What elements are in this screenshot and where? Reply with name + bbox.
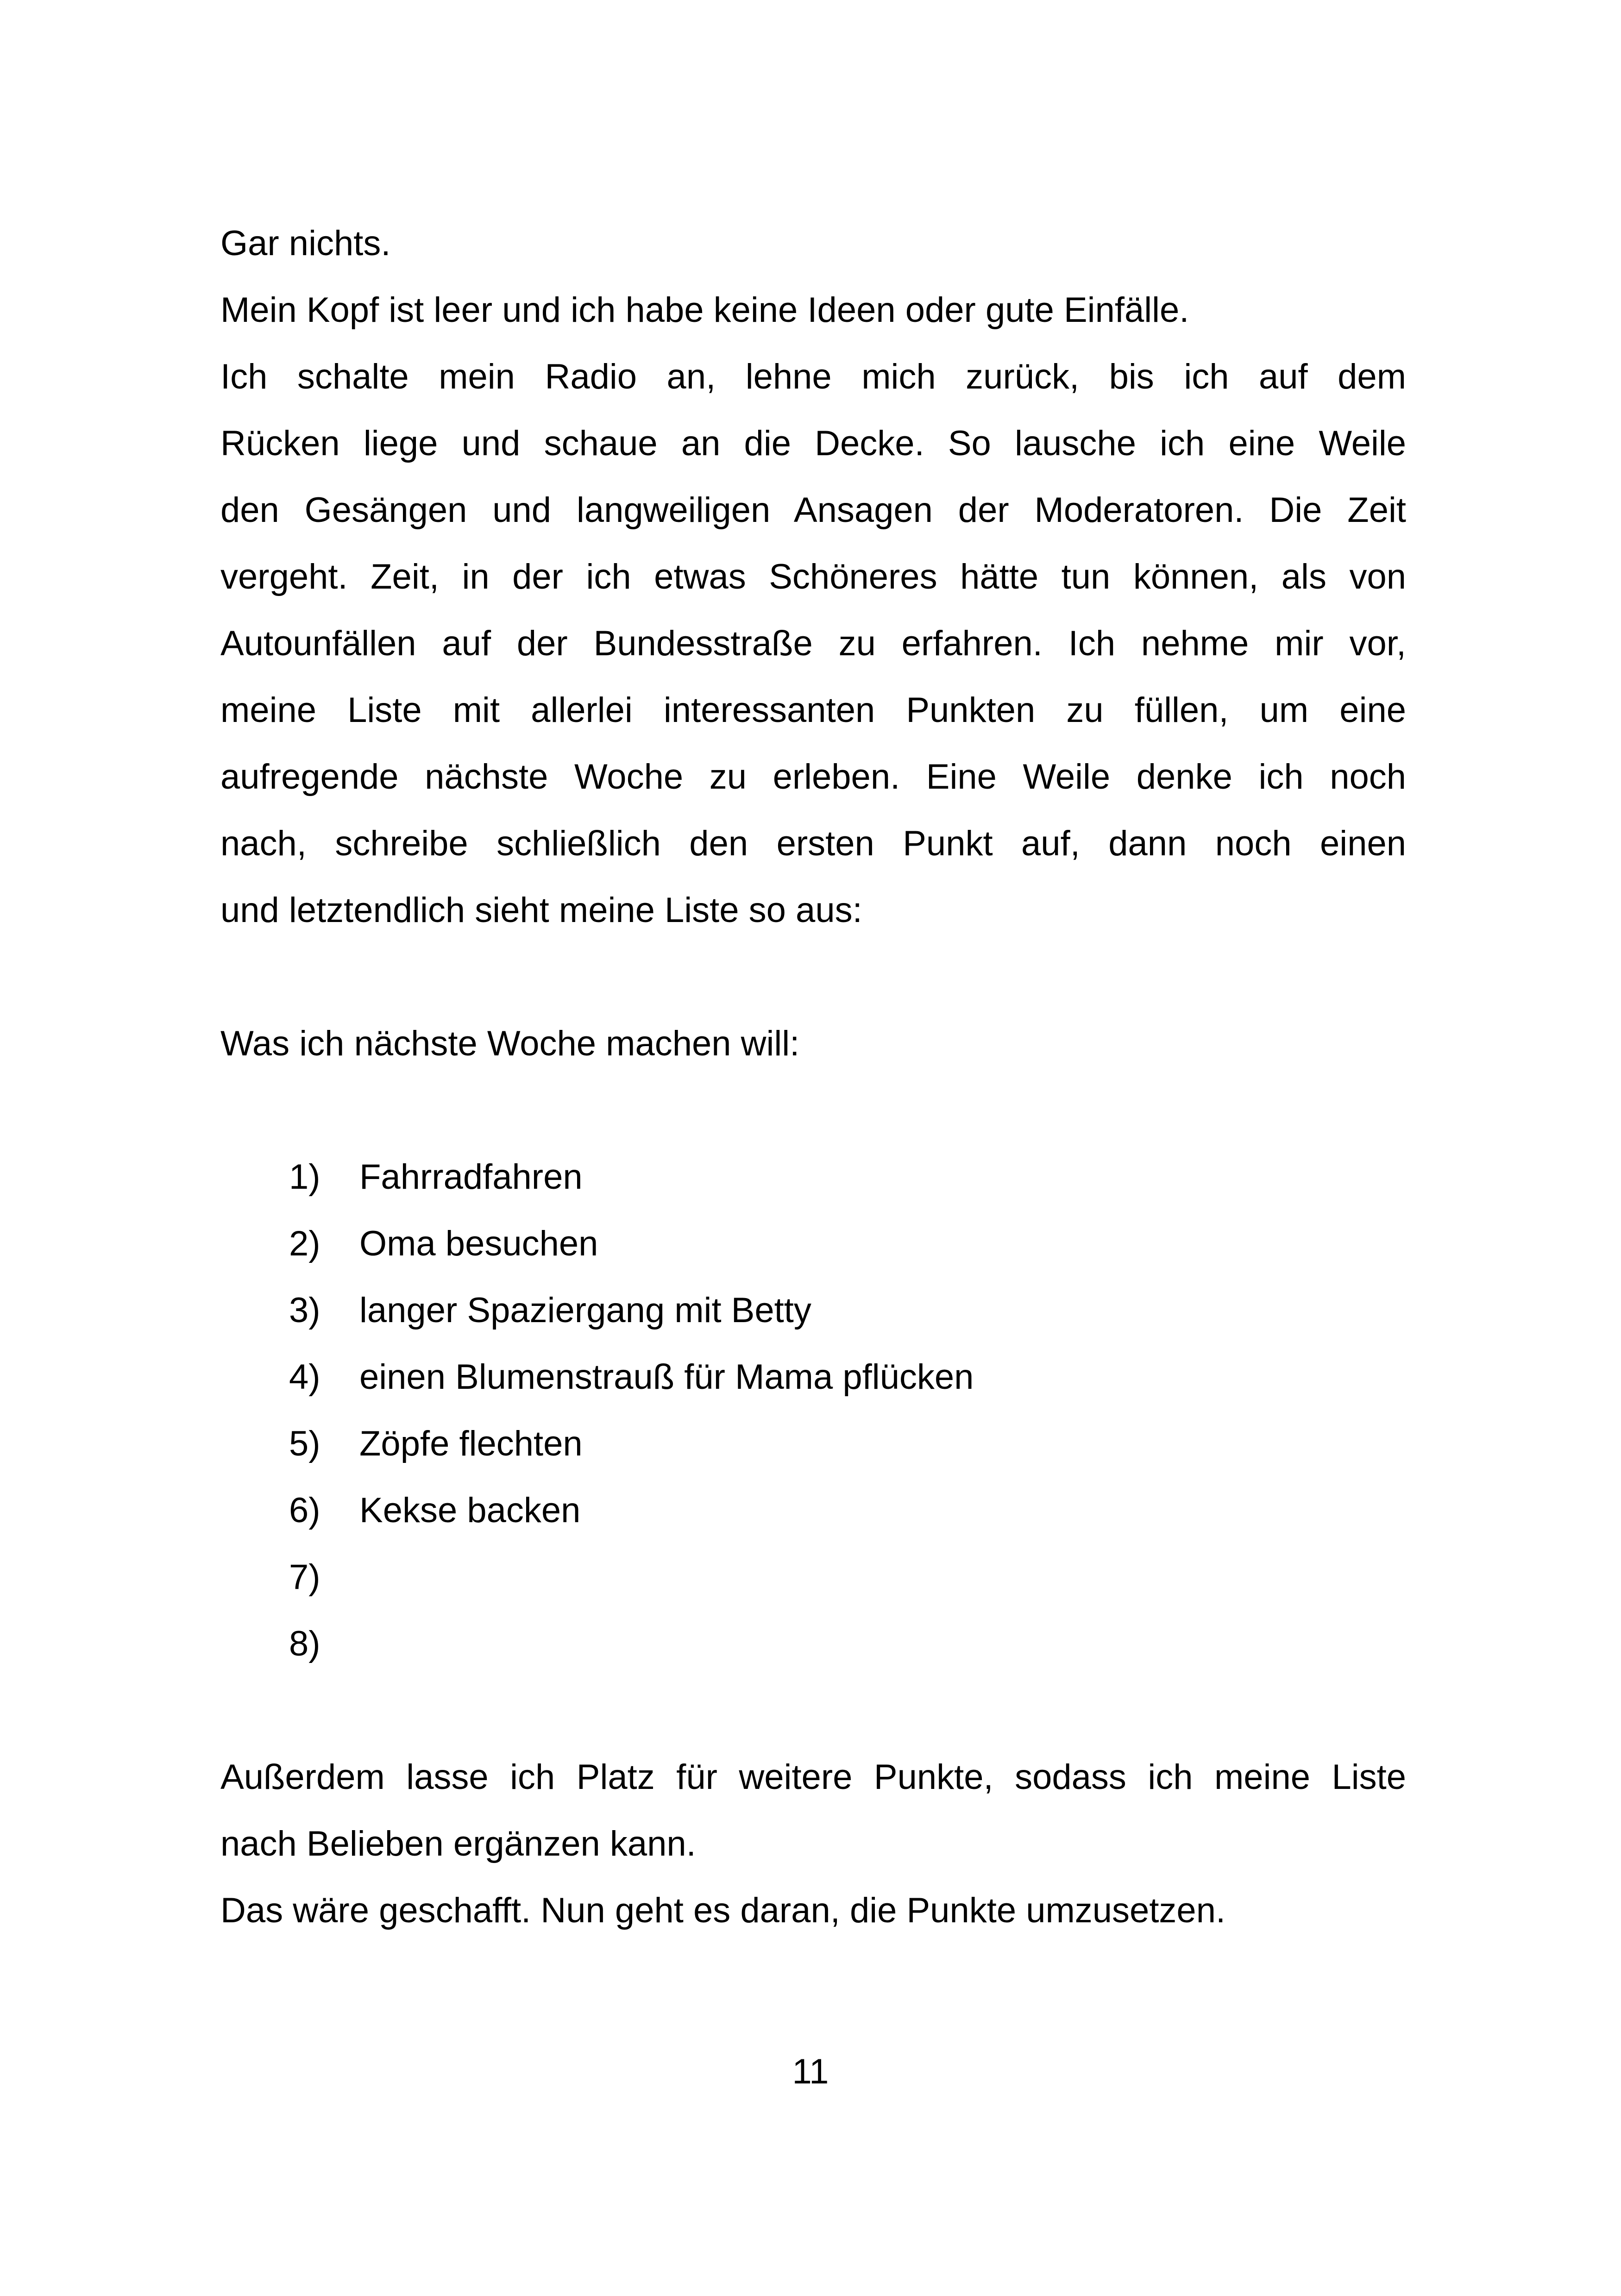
text-line: Rücken liege und schaue an die Decke. So lausche ich eine Weile: [220, 424, 1406, 463]
text-line: Ich schalte mein Radio an, lehne mich zurück, bis ich auf dem: [220, 357, 1406, 396]
text-line: aufregende nächste Woche zu erleben. Eine Weile denke ich noch: [220, 757, 1406, 797]
list-item-text: Zöpfe flechten: [359, 1424, 583, 1463]
text-line: Das wäre geschafft. Nun geht es daran, die Punkte umzusetzen.: [220, 1891, 1226, 1930]
text-line: Mein Kopf ist leer und ich habe keine Ideen oder gute Einfälle.: [220, 290, 1189, 330]
text-line: und letztendlich sieht meine Liste so aus:: [220, 891, 862, 930]
text-line: Außerdem lasse ich Platz für weitere Punkte, sodass ich meine Liste: [220, 1757, 1406, 1797]
text-line: Gar nichts.: [220, 224, 391, 263]
list-item-number: 3): [289, 1291, 320, 1330]
text-line: nach, schreibe schließlich den ersten Punkt auf, dann noch einen: [220, 824, 1406, 863]
text-line: vergeht. Zeit, in der ich etwas Schöneres hätte tun können, als von: [220, 557, 1406, 596]
list-item-number: 6): [289, 1491, 320, 1530]
list-heading: Was ich nächste Woche machen will:: [220, 1024, 800, 1063]
text-line: Autounfällen auf der Bundesstraße zu erfahren. Ich nehme mir vor,: [220, 624, 1406, 663]
list-item-number: 8): [289, 1624, 320, 1663]
list-item-text: einen Blumenstrauß für Mama pflücken: [359, 1357, 974, 1397]
list-item-number: 2): [289, 1224, 320, 1263]
text-line: meine Liste mit allerlei interessanten Punkten zu füllen, um eine: [220, 690, 1406, 730]
list-item-number: 4): [289, 1357, 320, 1397]
list-item-number: 7): [289, 1557, 320, 1597]
list-item-number: 1): [289, 1157, 320, 1197]
text-line: den Gesängen und langweiligen Ansagen der Moderatoren. Die Zeit: [220, 490, 1406, 530]
list-item-text: Oma besuchen: [359, 1224, 598, 1263]
list-item-number: 5): [289, 1424, 320, 1463]
text-line: nach Belieben ergänzen kann.: [220, 1824, 696, 1863]
page-number: 11: [792, 2052, 829, 2091]
list-item-text: Fahrradfahren: [359, 1157, 583, 1197]
list-item-text: Kekse backen: [359, 1491, 581, 1530]
list-item-text: langer Spaziergang mit Betty: [359, 1291, 811, 1330]
